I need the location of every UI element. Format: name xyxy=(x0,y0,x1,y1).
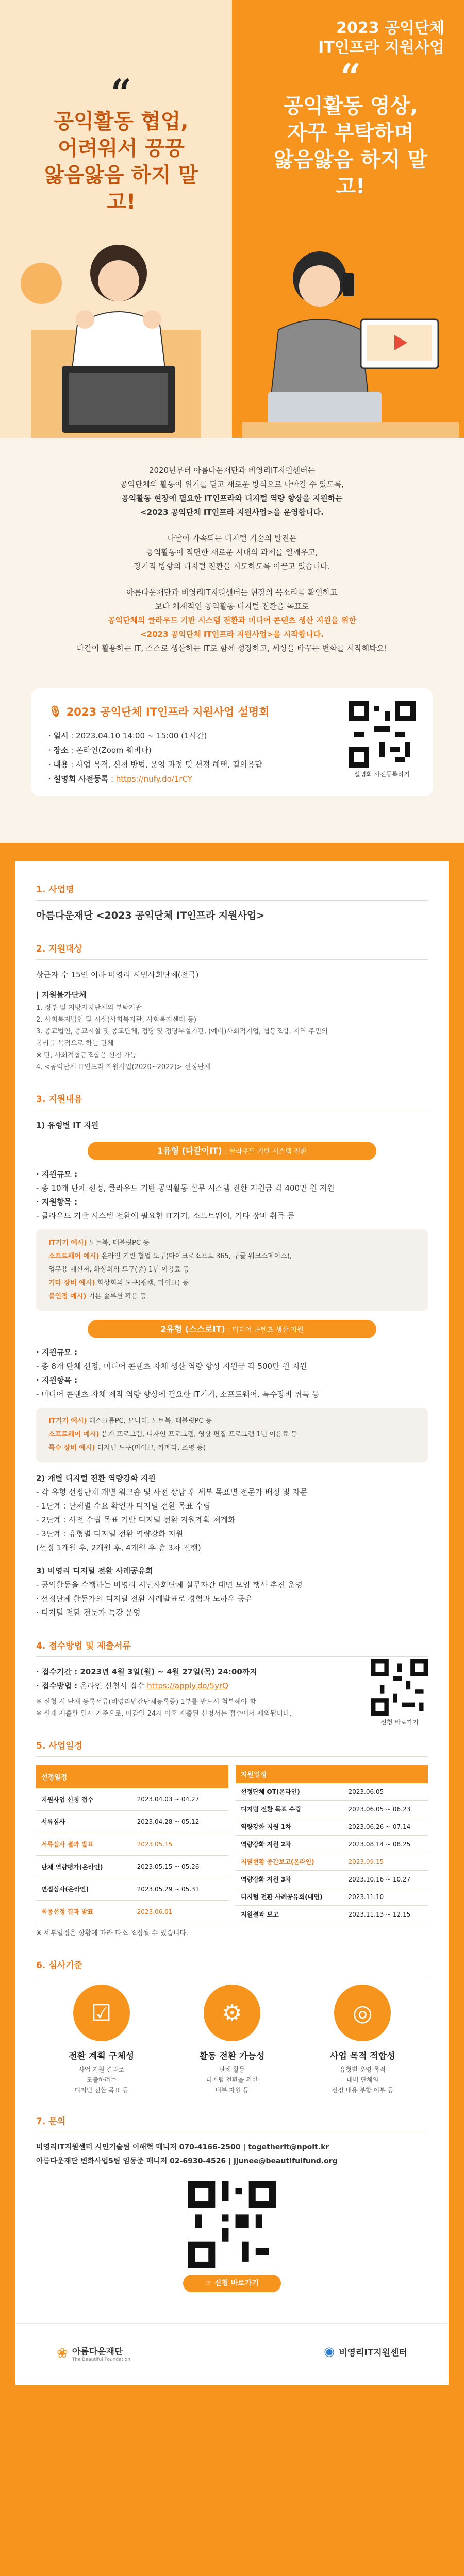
table-row: 지원사업 신청 접수 2023.04.03 ~ 04.27 xyxy=(36,1788,228,1810)
table-row: 면접심사(온라인) 2023.05.29 ~ 05.31 xyxy=(36,1878,228,1901)
support3-lines: - 공익활동을 수행하는 비영리 시민사회단체 실무자간 대면 모임 행사 추진 운영 · 선정단체 활동가의 디지털 전환 사례발표로 경험과 노하우 공유 · 디지털 전환 전문가 특강 운영 xyxy=(36,1580,303,1617)
table-row: 지원결과 보고 2023.11.13 ~ 12.15 xyxy=(236,1906,428,1923)
section-schedule: 5. 사업일정 선정일정 지원사업 신청 접수 2023.04.03 ~ 04.27 서류심사 2023.04.28 ~ 05.12 서류심사 결과 발표 2023.05.15 단체 역량평가(온라인) 2023.05.15 ~ 05.26 면접심사(온라인) 2023.05.29 ~ 05.31 최종선정 결과 발표 2023.06.01 지원일정 선정단체 OT(온라인) 2023.06.05 디지털 전환 목표 수립 2023.06.05 ~ 06.23 역량강화 지원 1차 2023.06.26 ~ 07.14 역량강화 지원 2차 2023.08.14 ~ 08.25 지원현황 중간보고(온라인) 2023.09.15 역량강화 지원 3차 2023.10.16 ~ 10.27 디지털 전환 사례공유회(대면) 2023.11.10 지원결과 보고 2023.11.13 ~ 12.15 ※ 세부일정은 상황에 따라 다소 조정될 수 있습니다. xyxy=(36,1738,428,1939)
npoit-logo-icon: ◉ xyxy=(324,2344,335,2359)
table-row: 역량강화 지원 1차 2023.06.26 ~ 07.14 xyxy=(236,1818,428,1836)
support-schedule-table: 지원일정 선정단체 OT(온라인) 2023.06.05 디지털 전환 목표 수립 2023.06.05 ~ 06.23 역량강화 지원 1차 2023.06.26 ~ 07.14 역량강화 지원 2차 2023.08.14 ~ 08.25 지원현황 중간보고(온라인) 2023.09.15 역량강화 지원 3차 2023.10.16 ~ 10.27 디지털 전환 사례공유회(대면) 2023.11.10 지원결과 보고 2023.11.13 ~ 12.15 xyxy=(236,1765,428,1923)
type2-badge: 2유형 (스스로IT) : 미디어 콘텐츠 생산 지원 xyxy=(88,1320,376,1338)
exclusion-list: 1. 정부 및 지방자치단체의 부탁기관 2. 사회복지법인 및 시설(사회복지관, 사회복지센터 등) 3. 종교법인, 종교시설 및 종교단체, 정당 및 정당부설기관, (예비)사회적기업, 협동조합, 지역 주민의 복리를 목적으로 하는 단체 ※ 단, 사회적협동조합은 신청 가능 4. <공익단체 IT인프라 지원사업(2020~2022)> 선정단체 xyxy=(36,1004,328,1071)
table-row: 서류심사 결과 발표 2023.05.15 xyxy=(36,1833,228,1856)
hero-banner xyxy=(0,0,464,438)
list-item: · 장소 : 온라인(Zoom 웨비나) xyxy=(48,745,152,755)
section-apply: 4. 접수방법 및 제출서류 · 접수기간 : 2023년 4월 3일(월) ~ 4월 27일(목) 24:00까지 · 접수방법 : 온라인 신청서 접수 https://apply.do/5yrQ ※ 신청 시 단체 등록서류(비영리민간단체등록증) 1부를 반드시 첨부해야 함 ※ 실제 제출한 일시 기준으로, 마감일 24시 이후 제출된 신청서는 접수에서 제외됩니다. 신청 바로가기 xyxy=(36,1638,428,1720)
section-name: 1. 사업명 아름다운재단 <2023 공익단체 IT인프라 지원사업> xyxy=(36,882,428,923)
npoit-logo: ◉ 비영리IT지원센터 xyxy=(324,2344,407,2359)
quote-left: “ 공익활동 협업, 어려워서 끙끙 앓음앓음 하지 말고! xyxy=(36,77,206,215)
schedule-tables xyxy=(36,1765,428,1923)
checklist-icon: ☑ xyxy=(73,1985,130,2041)
info-session-title: 🎙 2023 공익단체 IT인프라 지원사업 설명회 xyxy=(48,705,270,718)
contact-qr[interactable] xyxy=(188,2181,276,2268)
list-item: · 일시 : 2023.04.10 14:00 ~ 15:00 (1시간) xyxy=(48,731,207,740)
intro-section: 2020년부터 아름다운재단과 비영리IT지원센터는 공익단체의 활동이 위기를 딛고 새로운 방식으로 나아갈 수 있도록, 공익활동 현장에 필요한 IT인프라와 디지털 역량 향상을 지원하는 <2023 공익단체 IT인프라 지원사업>을 운영합니다. 나날이 가속되는 디지털 기술의 발전은 공익활동이 직면한 새로운 시대의 과제를 일깨우고, 장기적 방향의 디지털 전환을 시도하도록 이끌고 있습니다. 아름다운재단과 비영리IT지원센터는 현장의 목소리를 확인하고 보다 체계적인 공익활동 디지털 전환을 목표로 공익단체의 클라우드 기반 시스템 전환과 미디어 콘텐츠 생산 지원을 위한 <2023 공익단체 IT인프라 지원사업>을 시작합니다. 다같이 활용하는 IT, 스스로 생산하는 IT로 함께 성장하고, 세상을 바꾸는 변화를 시작해봐요! xyxy=(0,438,464,688)
section-criteria: 6. 심사기준 ☑ 전환 계획 구체성 사업 지원 결과로 도출하려는 디지털 전환 목표 등 ⚙ 활동 전환 가능성 단체 활동 디지털 전환을 위한 내부 자원 등 ◎ 사업 목적 적합성 유형별 운영 목적 대비 단체의 선정 내용 부합 여부 등 xyxy=(36,1958,428,2095)
gear-icon: ⚙ xyxy=(204,1985,260,2041)
beautiful-foundation-logo: ❀ 아름다운재단 The Beautiful Foundation xyxy=(57,2345,130,2362)
register-link[interactable]: https://nufy.do/1rCY xyxy=(115,774,192,784)
hero-illustration xyxy=(0,196,464,438)
table-row: 단체 역량평가(온라인) 2023.05.15 ~ 05.26 xyxy=(36,1855,228,1878)
info-session-card xyxy=(31,688,433,796)
target-icon: ◎ xyxy=(334,1985,391,2041)
qr-code-icon xyxy=(371,1659,428,1716)
table-row: 디지털 전환 목표 수립 2023.06.05 ~ 06.23 xyxy=(236,1801,428,1818)
footer-logos xyxy=(15,2323,449,2385)
criterion-card: ⚙ 활동 전환 가능성 단체 활동 디지털 전환을 위한 내부 자원 등 xyxy=(175,1985,289,2095)
section-support: 3. 지원내용 1) 유형별 IT 지원 1유형 (다같이IT) : 클라우드 기반 시스템 전환 · 지원규모 : - 총 10개 단체 선정, 클라우드 기반 공익활동 실무 시스템 전환 지원금 각 400만 원 지원 · 지원항목 : - 클라우드 기반 시스템 전환에 필요한 IT기기, 소프트웨어, 기타 장비 취득 등 IT기기 예시) 노트북, 태블릿PC 등 소프트웨어 예시) 온라인 기반 협업 도구(마이크로소프트 365, 구글 워크스페이스), 업무용 메신저, 화상회의 도구(줌) 1년 이용료 등 기타 장비 예시) 화상회의 도구(웹캠, 마이크) 등 불인정 예시) 기본 솔루션 활용 등 2유형 (스스로IT) : 미디어 콘텐츠 생산 지원 · 지원규모 : - 총 8개 단체 선정, 미디어 콘텐츠 자체 생산 역량 향상 지원금 각 500만 원 지원 · 지원항목 : - 미디어 콘텐츠 자체 제작 역량 향상에 필요한 IT기기, 소프트웨어, 특수장비 취득 등 IT기기 예시) 데스크톱PC, 모니터, 노트북, 태블릿PC 등 소프트웨어 예시) 음계 프로그램, 디자인 프로그램, 영상 편집 프로그램 1년 이용료 등 특수 장비 예시) 디지털 도구(마이크, 카메라, 조명 등) 2) 개별 디지털 전환 역량강화 지원 - 각 유형 선정단체 개별 워크숍 및 사전 상담 후 세부 목표별 전문가 배정 및 자문 - 1단계 : 단체별 수요 확인과 디지털 전환 목표 수립 - 2단계 : 사전 수립 목표 기반 디지털 전환 지원계획 체계화 - 3단계 : 유형별 디지털 전환 역량강화 지원 (선정 1개월 후, 2개월 후, 4개월 후 총 3차 진행) 3) 비영리 디지털 전환 사례공유회 - 공익활동을 수행하는 비영리 시민사회단체 실무자간 대면 모임 행사 추진 운영 · 선정단체 활동가의 디지털 전환 사례발표로 경험과 노하우 공유 · 디지털 전환 전문가 특강 운영 xyxy=(36,1092,428,1620)
table-row: 역량강화 지원 2차 2023.08.14 ~ 08.25 xyxy=(236,1836,428,1853)
microphone-icon: 🎙 xyxy=(48,705,62,718)
apply-link[interactable]: https://apply.do/5yrQ xyxy=(147,1681,228,1690)
table-row: 지원현황 중간보고(온라인) 2023.09.15 xyxy=(236,1853,428,1871)
list-item: · 내용 : 사업 목적, 신청 방법, 운영 과정 및 선정 혜택, 질의응답 xyxy=(48,760,262,769)
hero-title: 2023 공익단체 IT인프라 지원사업 xyxy=(318,19,444,57)
quote-mark-icon: “ xyxy=(340,56,361,98)
table-row: 역량강화 지원 3차 2023.10.16 ~ 10.27 xyxy=(236,1871,428,1888)
qr-code-icon xyxy=(188,2181,276,2268)
table-row: 최종선정 결과 발표 2023.06.01 xyxy=(36,1901,228,1923)
main-content xyxy=(15,861,449,2323)
foundation-logo-icon: ❀ xyxy=(57,2345,68,2361)
table-row: 디지털 전환 사례공유회(대면) 2023.11.10 xyxy=(236,1888,428,1906)
support2-lines: - 각 유형 선정단체 개별 워크숍 및 사전 상담 후 세부 목표별 전문가 배정 및 자문 - 1단계 : 단체별 수요 확인과 디지털 전환 목표 수립 - 2단계 : 사전 수립 목표 기반 디지털 전환 지원계획 체계화 - 3단계 : 유형별 디지털 전환 역량강화 지원 (선정 1개월 후, 2개월 후, 4개월 후 총 3차 진행) xyxy=(36,1487,308,1552)
section-target: 2. 지원대상 상근자 수 15인 이하 비영리 시민사회단체(전국) | 지원불가단체 1. 정부 및 지방자치단체의 부탁기관 2. 사회복지법인 및 시설(사회복지관, 사회복지센터 등) 3. 종교법인, 종교시설 및 종교단체, 정당 및 정당부설기관, (예비)사회적기업, 협동조합, 지역 주민의 복리를 목적으로 하는 단체 ※ 단, 사회적협동조합은 신청 가능 4. <공익단체 IT인프라 지원사업(2020~2022)> 선정단체 xyxy=(36,941,428,1073)
list-item: · 설명회 사전등록 : https://nufy.do/1rCY xyxy=(48,774,192,784)
qr-code-icon xyxy=(349,701,416,768)
criterion-card: ☑ 전환 계획 구체성 사업 지원 결과로 도출하려는 디지털 전환 목표 등 xyxy=(45,1985,158,2095)
table-row: 서류심사 2023.04.28 ~ 05.12 xyxy=(36,1810,228,1833)
type1-badge: 1유형 (다같이IT) : 클라우드 기반 시스템 전환 xyxy=(88,1142,376,1160)
section-contact: 7. 문의 비영리IT지원센터 시민기술팀 이해혁 매니저 070-4166-2500 | togetherit@npoit.kr 아름다운재단 변화사업5팀 임동준 매니저 02-6930-4526 | jjunee@beautifulfund.org ☞ 신청 바로가기 xyxy=(36,2114,428,2292)
apply-button[interactable]: ☞ 신청 바로가기 xyxy=(183,2275,281,2292)
register-qr[interactable]: 설명회 사전등록하기 xyxy=(349,701,416,778)
criterion-card: ◎ 사업 목적 적합성 유형별 운영 목적 대비 단체의 선정 내용 부합 여부 등 xyxy=(306,1985,419,2095)
quote-right: “ 공익활동 영상, 자꾸 부탁하며 앓음앓음 하지 말고! xyxy=(260,62,441,200)
selection-schedule-table: 선정일정 지원사업 신청 접수 2023.04.03 ~ 04.27 서류심사 2023.04.28 ~ 05.12 서류심사 결과 발표 2023.05.15 단체 역량평가(온라인) 2023.05.15 ~ 05.26 면접심사(온라인) 2023.05.29 ~ 05.31 최종선정 결과 발표 2023.06.01 xyxy=(36,1765,228,1923)
pointer-icon: ☞ xyxy=(205,2279,214,2287)
apply-qr[interactable]: 신청 바로가기 xyxy=(371,1659,428,1726)
type2-examples: IT기기 예시) 데스크톱PC, 모니터, 노트북, 태블릿PC 등 소프트웨어 예시) 음계 프로그램, 디자인 프로그램, 영상 편집 프로그램 1년 이용료 등 특수 장비 예시) 디지털 도구(마이크, 카메라, 조명 등) xyxy=(36,1408,428,1462)
table-row: 선정단체 OT(온라인) 2023.06.05 xyxy=(236,1783,428,1801)
quote-mark-icon: “ xyxy=(110,71,132,114)
type1-examples: IT기기 예시) 노트북, 태블릿PC 등 소프트웨어 예시) 온라인 기반 협업 도구(마이크로소프트 365, 구글 워크스페이스), 업무용 메신저, 화상회의 도구(줌) 1년 이용료 등 기타 장비 예시) 화상회의 도구(웹캠, 마이크) 등 불인정 예시) 기본 솔루션 활용 등 xyxy=(36,1229,428,1311)
